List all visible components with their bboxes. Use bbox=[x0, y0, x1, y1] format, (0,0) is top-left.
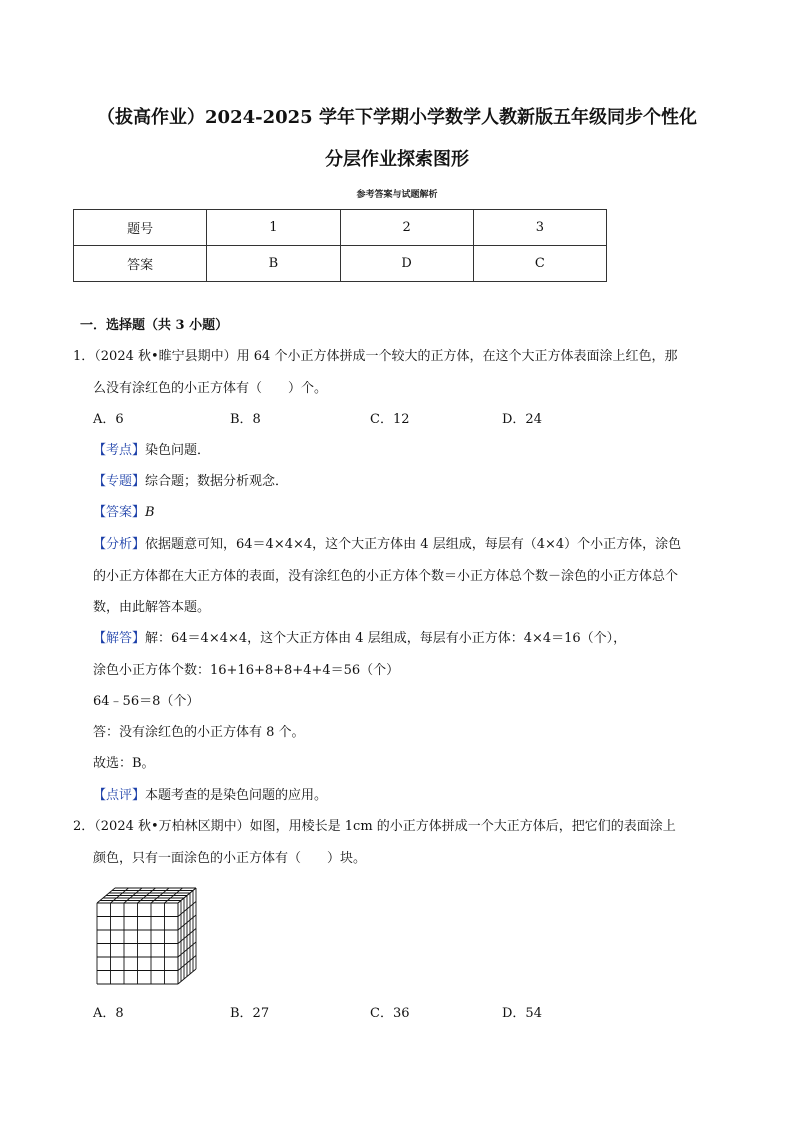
q1-fenxi-line3: 数，由此解答本题。 bbox=[93, 600, 211, 615]
row-header-answer: 答案 bbox=[74, 246, 207, 282]
daan-tag: 【答案】 bbox=[93, 505, 146, 520]
section-heading: 一．选择题（共 3 小题） bbox=[80, 318, 229, 333]
kaodian-text: 染色问题． bbox=[145, 443, 211, 458]
answer-1: B bbox=[207, 246, 340, 282]
question-number-1: 1 bbox=[207, 210, 340, 246]
q1-stem-line1: 1．（2024 秋•睢宁县期中）用 64 个小正方体拼成一个较大的正方体，在这个大正方体表面涂上红色，那 bbox=[73, 349, 678, 364]
answer-table bbox=[73, 209, 607, 282]
document-title-line2: 分层作业探索图形 bbox=[325, 149, 469, 170]
q2-option-b: B．27 bbox=[230, 1006, 270, 1021]
q1-fenxi-line1 bbox=[93, 537, 681, 553]
zhuanti-text: 综合题；数据分析观念． bbox=[145, 474, 289, 489]
q1-dianping bbox=[93, 788, 327, 804]
cube-figure-6x6x6 bbox=[95, 886, 215, 986]
q1-kaodian bbox=[93, 443, 210, 459]
jieda-text-1: 解：64＝4×4×4，这个大正方体由 4 层组成，每层有小正方体：4×4＝16（个）， bbox=[145, 631, 627, 646]
dianping-text: 本题考查的是染色问题的应用。 bbox=[145, 788, 328, 803]
q2-option-a: A．8 bbox=[93, 1006, 124, 1021]
q1-jieda-line1 bbox=[93, 631, 626, 647]
q1-option-c: C．12 bbox=[370, 412, 410, 427]
zhuanti-tag: 【专题】 bbox=[93, 474, 146, 489]
question-number-2: 2 bbox=[340, 210, 473, 246]
kaodian-tag: 【考点】 bbox=[93, 443, 146, 458]
question-number-3: 3 bbox=[473, 210, 606, 246]
q1-jieda-line2: 涂色小正方体个数：16+16+8+8+4+4＝56（个） bbox=[93, 663, 400, 678]
q1-option-b: B．8 bbox=[230, 412, 261, 427]
q1-jieda-line5: 故选：B。 bbox=[93, 756, 155, 771]
q2-stem-line2: 颜色，只有一面涂色的小正方体有（ ）块。 bbox=[93, 851, 367, 866]
q1-daan bbox=[93, 505, 155, 521]
q2-option-c: C．36 bbox=[370, 1006, 410, 1021]
q1-option-d: D．24 bbox=[502, 412, 542, 427]
q1-zhuanti bbox=[93, 474, 288, 490]
row-header-number: 题号 bbox=[74, 210, 207, 246]
q1-fenxi-line2: 的小正方体都在大正方体的表面，没有涂红色的小正方体个数＝小正方体总个数－涂色的小正方体总个 bbox=[93, 569, 679, 584]
q2-stem-line1: 2．（2024 秋•万柏林区期中）如图，用棱长是 1cm 的小正方体拼成一个大正方体后，把它们的表面涂上 bbox=[73, 819, 676, 834]
q1-jieda-line4: 答：没有涂红色的小正方体有 8 个。 bbox=[93, 725, 305, 740]
answer-3: C bbox=[473, 246, 606, 282]
q1-jieda-line3: 64﹣56＝8（个） bbox=[93, 694, 200, 709]
dianping-tag: 【点评】 bbox=[93, 788, 146, 803]
answer-2: D bbox=[340, 246, 473, 282]
jieda-tag: 【解答】 bbox=[93, 631, 146, 646]
fenxi-tag: 【分析】 bbox=[93, 537, 146, 552]
table-row bbox=[74, 210, 607, 246]
q1-option-a: A．6 bbox=[93, 412, 124, 427]
q1-stem-line2: 么没有涂红色的小正方体有（ ）个。 bbox=[93, 381, 328, 396]
fenxi-text-1: 依据题意可知，64＝4×4×4，这个大正方体由 4 层组成，每层有（4×4）个小正方体，涂色 bbox=[145, 537, 682, 552]
daan-text: B bbox=[145, 505, 155, 520]
q2-option-d: D．54 bbox=[502, 1006, 542, 1021]
document-subtitle: 参考答案与试题解析 bbox=[356, 190, 438, 200]
document-title-line1: （拔高作业）2024-2025 学年下学期小学数学人教新版五年级同步个性化 bbox=[97, 107, 697, 128]
table-row bbox=[74, 246, 607, 282]
